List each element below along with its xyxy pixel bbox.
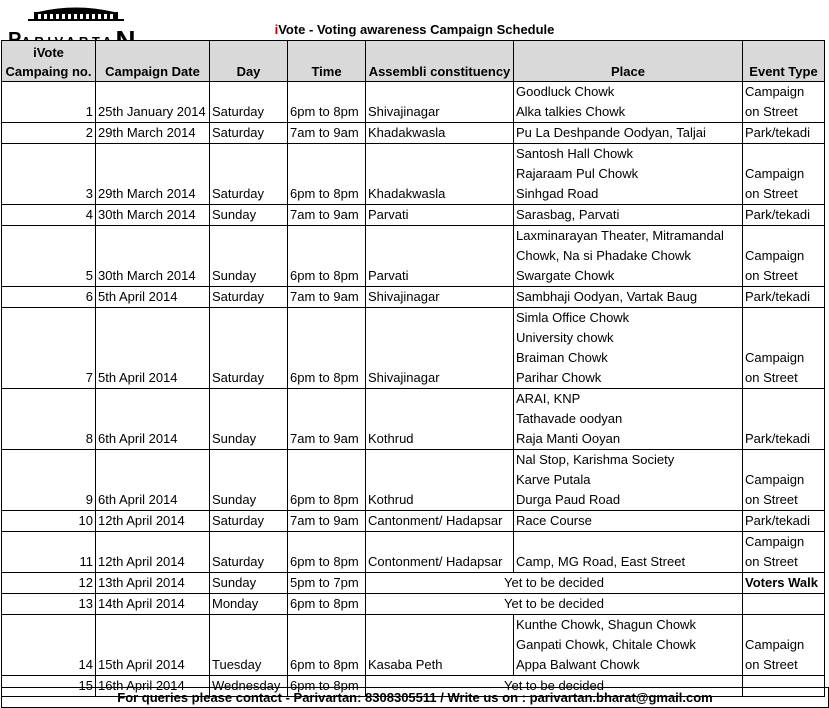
cell-constituency: Kasaba Peth xyxy=(366,615,514,676)
cell-campaign-date: 15th April 2014 xyxy=(96,615,210,676)
cell-event-type: Campaign on Street xyxy=(743,308,825,389)
cell-time: 7am to 9am xyxy=(288,123,366,144)
cell-time: 6pm to 8pm xyxy=(288,144,366,205)
cell-event-type: Campaign on Street xyxy=(743,144,825,205)
cell-time: 6pm to 8pm xyxy=(288,308,366,389)
cell-day: Saturday xyxy=(210,511,288,532)
cell-place-merged: Yet to be decided xyxy=(366,573,743,594)
cell-campaign-date: 25th January 2014 xyxy=(96,82,210,123)
cell-place: Sarasbag, Parvati xyxy=(514,205,743,226)
campaign-schedule-table xyxy=(1,40,825,697)
cell-campaign-date: 6th April 2014 xyxy=(96,450,210,511)
cell-time: 7am to 9am xyxy=(288,511,366,532)
cell-campaign-date: 5th April 2014 xyxy=(96,308,210,389)
table-row xyxy=(2,226,825,287)
cell-place-merged: Yet to be decided xyxy=(366,594,743,615)
cell-constituency: Khadakwasla xyxy=(366,123,514,144)
cell-campaign-date: 29th March 2014 xyxy=(96,144,210,205)
cell-place: Race Course xyxy=(514,511,743,532)
cell-campaign-no: 3 xyxy=(2,144,96,205)
table-row xyxy=(2,82,825,123)
cell-day: Wednesday xyxy=(210,676,288,697)
cell-campaign-no: 14 xyxy=(2,615,96,676)
table-row xyxy=(2,615,825,676)
cell-campaign-date: 29th March 2014 xyxy=(96,123,210,144)
cell-campaign-no: 10 xyxy=(2,511,96,532)
cell-campaign-no: 8 xyxy=(2,389,96,450)
cell-day: Saturday xyxy=(210,532,288,573)
cell-time: 6pm to 8pm xyxy=(288,594,366,615)
table-row xyxy=(2,287,825,308)
table-row xyxy=(2,205,825,226)
cell-campaign-no: 7 xyxy=(2,308,96,389)
cell-place: Kunthe Chowk, Shagun Chowk Ganpati Chowk, Chitale Chowk Appa Balwant Chowk xyxy=(514,615,743,676)
cell-campaign-no: 12 xyxy=(2,573,96,594)
cell-campaign-date: 14th April 2014 xyxy=(96,594,210,615)
table-row xyxy=(2,450,825,511)
table-row xyxy=(2,308,825,389)
cell-event-type: Campaign on Street xyxy=(743,226,825,287)
cell-campaign-date: 30th March 2014 xyxy=(96,226,210,287)
header-row xyxy=(2,41,825,82)
cell-campaign-no: 1 xyxy=(2,82,96,123)
cell-place: Camp, MG Road, East Street xyxy=(514,532,743,573)
cell-constituency: Parvati xyxy=(366,226,514,287)
cell-event-type: Park/tekadi xyxy=(743,123,825,144)
cell-campaign-no: 13 xyxy=(2,594,96,615)
cell-campaign-no: 11 xyxy=(2,532,96,573)
table-row xyxy=(2,144,825,205)
cell-time: 7am to 9am xyxy=(288,389,366,450)
cell-event-type: Park/tekadi xyxy=(743,511,825,532)
cell-time: 5pm to 7pm xyxy=(288,573,366,594)
cell-constituency: Shivajinagar xyxy=(366,287,514,308)
cell-constituency: Kothrud xyxy=(366,450,514,511)
cell-constituency: Parvati xyxy=(366,205,514,226)
cell-event-type xyxy=(743,594,825,615)
cell-place-merged: Yet to be decided xyxy=(366,676,743,697)
cell-campaign-no: 15 xyxy=(2,676,96,697)
cell-campaign-no: 4 xyxy=(2,205,96,226)
cell-day: Tuesday xyxy=(210,615,288,676)
cell-day: Saturday xyxy=(210,123,288,144)
table-row xyxy=(2,511,825,532)
cell-constituency: Shivajinagar xyxy=(366,308,514,389)
header-campaign-no: iVote Campaing no. xyxy=(2,41,96,82)
header-day: Day xyxy=(210,41,288,82)
cell-time: 6pm to 8pm xyxy=(288,676,366,697)
cell-day: Saturday xyxy=(210,308,288,389)
cell-day: Sunday xyxy=(210,450,288,511)
cell-event-type: Campaign on Street xyxy=(743,532,825,573)
cell-campaign-no: 2 xyxy=(2,123,96,144)
cell-day: Sunday xyxy=(210,226,288,287)
cell-place: Nal Stop, Karishma Society Karve Putala Durga Paud Road xyxy=(514,450,743,511)
header-time: Time xyxy=(288,41,366,82)
cell-time: 7am to 9am xyxy=(288,287,366,308)
cell-place: Goodluck Chowk Alka talkies Chowk xyxy=(514,82,743,123)
contact-footer: For queries please contact - Parivartan: 8308305511 / Write us on : parivartan.bharat@gmail.com xyxy=(1,687,829,708)
cell-time: 6pm to 8pm xyxy=(288,450,366,511)
cell-place: Laxminarayan Theater, Mitramandal Chowk, Na si Phadake Chowk Swargate Chowk xyxy=(514,226,743,287)
cell-campaign-date: 12th April 2014 xyxy=(96,511,210,532)
cell-campaign-date: 12th April 2014 xyxy=(96,532,210,573)
cell-campaign-date: 30th March 2014 xyxy=(96,205,210,226)
cell-constituency: Khadakwasla xyxy=(366,144,514,205)
table-row xyxy=(2,123,825,144)
cell-event-type: Campaign on Street xyxy=(743,615,825,676)
cell-campaign-date: 16th April 2014 xyxy=(96,676,210,697)
cell-day: Sunday xyxy=(210,205,288,226)
header-constituency: Assembli constituency xyxy=(366,41,514,82)
table-row xyxy=(2,532,825,573)
cell-day: Monday xyxy=(210,594,288,615)
cell-day: Saturday xyxy=(210,144,288,205)
cell-day: Saturday xyxy=(210,287,288,308)
cell-campaign-no: 6 xyxy=(2,287,96,308)
cell-campaign-no: 5 xyxy=(2,226,96,287)
cell-time: 6pm to 8pm xyxy=(288,532,366,573)
table-row xyxy=(2,389,825,450)
cell-event-type: Voters Walk xyxy=(743,573,825,594)
cell-constituency: Shivajinagar xyxy=(366,82,514,123)
cell-campaign-date: 6th April 2014 xyxy=(96,389,210,450)
cell-place: Santosh Hall Chowk Rajaraam Pul Chowk Sinhgad Road xyxy=(514,144,743,205)
cell-campaign-date: 5th April 2014 xyxy=(96,287,210,308)
cell-campaign-date: 13th April 2014 xyxy=(96,573,210,594)
parliament-building-icon xyxy=(26,6,126,22)
cell-day: Saturday xyxy=(210,82,288,123)
cell-campaign-no: 9 xyxy=(2,450,96,511)
cell-event-type: Campaign on Street xyxy=(743,450,825,511)
cell-constituency: Cantonment/ Hadapsar xyxy=(366,511,514,532)
table-row xyxy=(2,573,825,594)
cell-place: ARAI, KNP Tathavade oodyan Raja Manti Ooyan xyxy=(514,389,743,450)
header-place: Place xyxy=(514,41,743,82)
cell-constituency: Contonment/ Hadapsar xyxy=(366,532,514,573)
cell-constituency: Kothrud xyxy=(366,389,514,450)
table-row xyxy=(2,594,825,615)
cell-event-type: Campaign on Street xyxy=(743,82,825,123)
cell-event-type: Park/tekadi xyxy=(743,205,825,226)
cell-day: Sunday xyxy=(210,573,288,594)
cell-day: Sunday xyxy=(210,389,288,450)
cell-place: Sambhaji Oodyan, Vartak Baug xyxy=(514,287,743,308)
cell-event-type: Park/tekadi xyxy=(743,287,825,308)
cell-time: 7am to 9am xyxy=(288,205,366,226)
header-event-type: Event Type xyxy=(743,41,825,82)
cell-event-type: Park/tekadi xyxy=(743,389,825,450)
cell-place: Simla Office Chowk University chowk Braiman Chowk Parihar Chowk xyxy=(514,308,743,389)
cell-time: 6pm to 8pm xyxy=(288,82,366,123)
cell-place: Pu La Deshpande Oodyan, Taljai xyxy=(514,123,743,144)
cell-time: 6pm to 8pm xyxy=(288,615,366,676)
header-campaign-date: Campaign Date xyxy=(96,41,210,82)
cell-time: 6pm to 8pm xyxy=(288,226,366,287)
page-title: iVote - Voting awareness Campaign Schedule xyxy=(274,22,555,37)
